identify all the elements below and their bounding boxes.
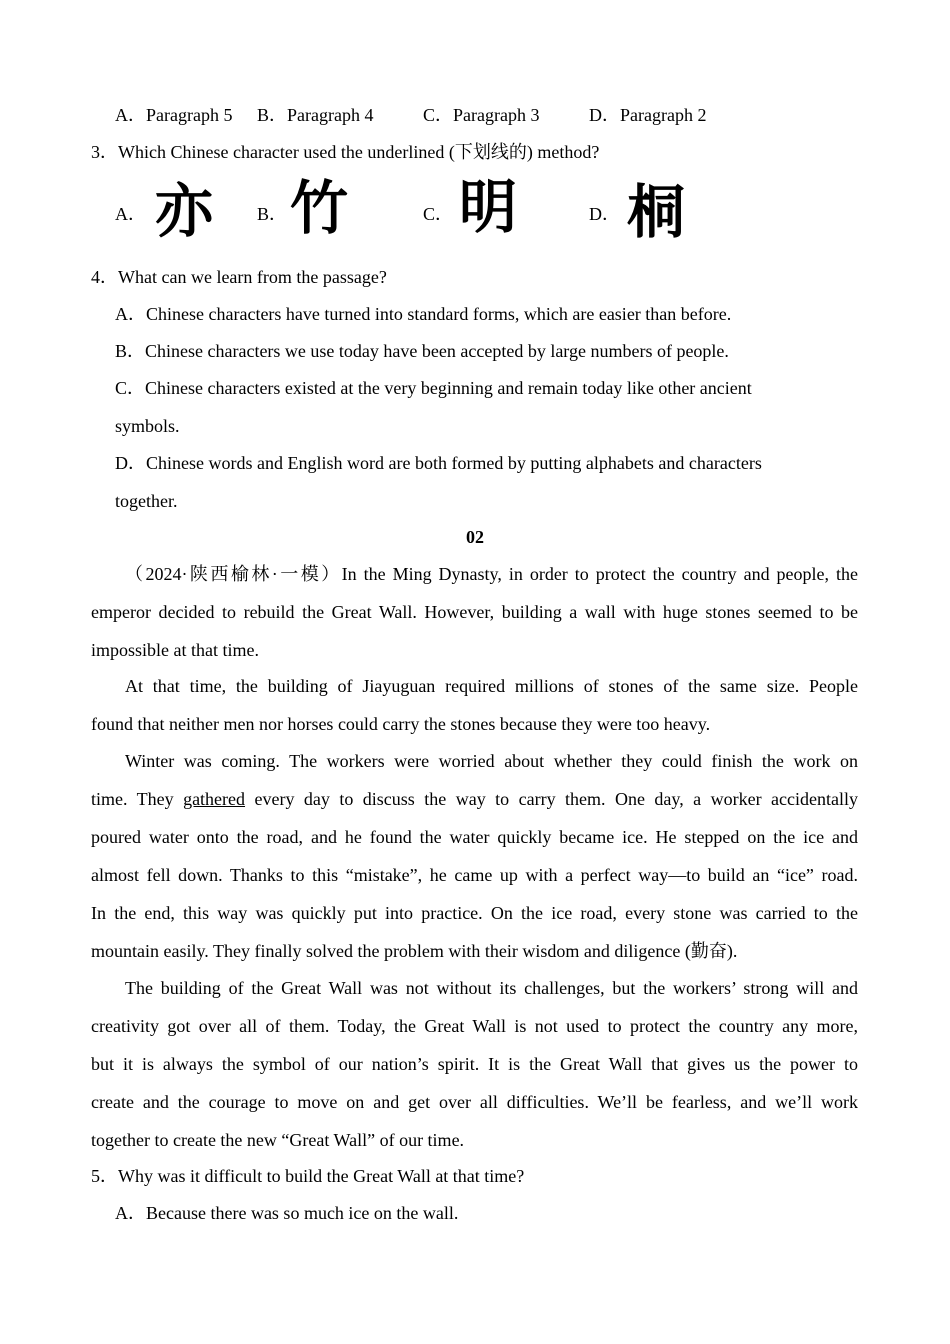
q3-character-c: 明 [459,173,518,241]
q3-label-b: B． [257,204,288,224]
passage-p1-line2: emperor decided to rebuild the Great Wall. However, building a wall with huge stones seemed to be [91,602,858,622]
q4-option-c-line1: C．Chinese characters existed at the very beginning and remain today like other ancient [115,378,752,398]
q2-option-b: B．Paragraph 4 [257,105,374,125]
underlined-word-gathered: gathered [183,789,246,809]
passage-p4-line4: create and the courage to move on and get over all difficulties. We’ll be fearless, and we’ll work [91,1092,858,1112]
q3-character-d: 桐 [627,178,686,246]
passage-p3-line2-post: every day to discuss the way to carry them. One day, a worker accidentally [245,789,858,809]
passage-p2-line1: At that time, the building of Jiayuguan required millions of stones of the same size. People [125,676,858,696]
passage-p3-line6: mountain easily. They finally solved the problem with their wisdom and diligence (勤奋). [91,941,738,961]
q5-stem: 5．Why was it difficult to build the Great Wall at that time? [91,1166,525,1186]
passage-p1-line1: （2024·陕西榆林·一模）In the Ming Dynasty, in order to protect the country and people, the [125,564,858,584]
q4-option-c-line2: symbols. [115,416,180,436]
q4-option-a: A．Chinese characters have turned into standard forms, which are easier than before. [115,304,732,324]
q2-option-d: D．Paragraph 2 [589,105,707,125]
q4-option-d-line2: together. [115,491,178,511]
q3-character-a: 亦 [155,177,214,245]
passage-p3-line2 [91,788,858,810]
passage-p4-line2: creativity got over all of them. Today, the Great Wall is not used to protect the country any more, [91,1016,858,1036]
q3-character-b: 竹 [290,174,349,242]
passage-p3-line1: Winter was coming. The workers were worried about whether they could finish the work on [125,751,858,771]
passage-p3-line4: almost fell down. Thanks to this “mistake”, he came up with a perfect way—to build an “ice” road. [91,865,858,885]
q2-option-c: C．Paragraph 3 [423,105,540,125]
q4-stem: 4．What can we learn from the passage? [91,267,387,287]
q3-label-d: D． [589,204,620,224]
section-number: 02 [466,527,484,547]
q5-option-a: A．Because there was so much ice on the wall. [115,1203,459,1223]
q4-option-b: B．Chinese characters we use today have been accepted by large numbers of people. [115,341,729,361]
q3-stem: 3．Which Chinese character used the underlined (下划线的) method? [91,142,600,162]
passage-p2-line2: found that neither men nor horses could carry the stones because they were too heavy. [91,714,711,734]
passage-p4-line5: together to create the new “Great Wall” of our time. [91,1130,465,1150]
passage-p4-line3: but it is always the symbol of our nation’s spirit. It is the Great Wall that gives us the power to [91,1054,858,1074]
passage-p3-line5: In the end, this way was quickly put into practice. On the ice road, every stone was carried to the [91,903,858,923]
q2-option-a: A．Paragraph 5 [115,105,233,125]
q3-label-a: A． [115,204,146,224]
passage-p1-line3: impossible at that time. [91,640,259,660]
passage-p4-line1: The building of the Great Wall was not without its challenges, but the workers’ strong will and [125,978,858,998]
passage-p3-line2-pre: time. They [91,789,184,809]
passage-p3-line3: poured water onto the road, and he found the water quickly became ice. He stepped on the ice and [91,827,858,847]
q4-option-d-line1: D．Chinese words and English word are both formed by putting alphabets and characters [115,453,762,473]
q3-label-c: C． [423,204,454,224]
